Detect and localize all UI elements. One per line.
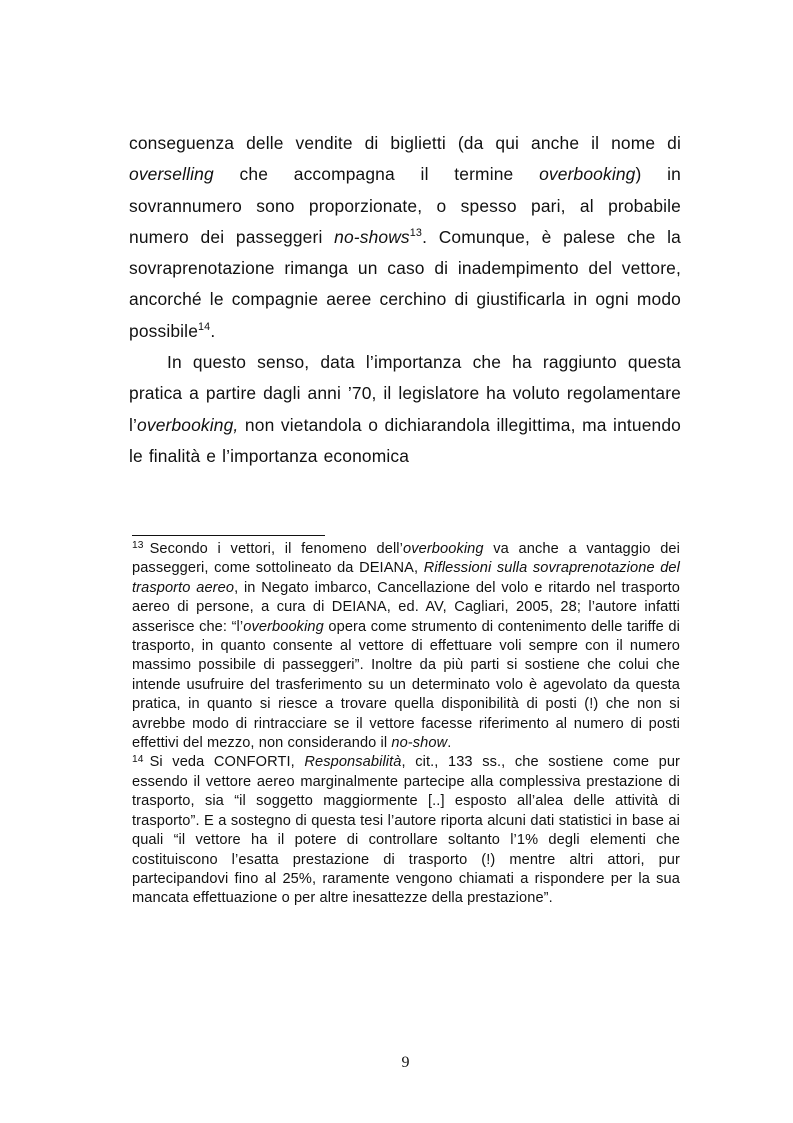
- footnote-number-14: 14: [132, 753, 144, 765]
- footnotes: [132, 540, 680, 909]
- footnote-ref-13: 13: [409, 227, 423, 240]
- term-no-shows: no-shows: [334, 226, 410, 247]
- footnote-number-13: 13: [132, 540, 144, 552]
- cited-title: Responsabilità: [304, 754, 402, 771]
- footnote-separator: [132, 535, 325, 536]
- main-text: [129, 128, 681, 472]
- cited-title: Riflessioni sulla sovraprenotazione del trasporto aereo: [132, 560, 680, 596]
- footnote-ref-14: 14: [198, 320, 211, 333]
- term-overselling: overselling: [129, 164, 214, 185]
- paragraph-1: conseguenza delle vendite di biglietti (da qui anche il nome di overselling che accompagna il termine overbooking) in sovrannumero sono proporzionate, o spesso pari, al probabile numero dei passeggeri no-shows$^{13}$. Comunque, è palese che la sovraprenotazione rimanga un caso di inadempimento del vettore, ancorché le compagnie aeree cerchino di giustificarla in ogni modo possibile$^{14}$.: [129, 133, 681, 341]
- footnote-14: $^{14}$ Si veda CONFORTI, Responsabilità, cit., 133 ss., che sostiene come pur essendo il vettore aereo marginalmente partecipe alla complessiva prestazione di trasporto, sia “il soggetto maggiormente [..] esposto all’alea delle attività di trasporto”. E a sostegno di questa tesi l’autore riporta alcuni dati statistici in base ai quali “il vettore ha il potere di controllare soltanto l’1% degli elementi che costituiscono l’esatta prestazione di trasporto (!) mentre altri attori, pur partecipandovi fino al 25%, raramente vengono chiamati a rispondere per la sua mancata effettuazione o per altre inesattezze della prestazione”.: [132, 753, 680, 907]
- term-overbooking-2: overbooking,: [137, 414, 239, 435]
- footnote-13: $^{13}$ Secondo i vettori, il fenomeno dell’overbooking va anche a vantaggio dei passeggeri, come sottolineato da DEIANA, Riflessioni sulla sovraprenotazione del trasporto aereo, in Negato imbarco, Cancellazione del volo e ritardo nel trasporto aereo di persone, a cura di DEIANA, ed. AV, Cagliari, 2005, 28; l’autore infatti asserisce che: “l’overbooking opera come strumento di contenimento delle tariffe di trasporto, in quanto consente al vettore di effettuare voli sempre con il numero massimo possibile di passeggeri”. Inoltre da più parti si sostiene che colui che intende usufruire del trasferimento su un determinato volo è agevolato da questa pratica, in quanto si riesce a trovare quella disponibilità di posti (!) che non si avrebbe modo di rintracciare se il vettore facesse riferimento al numero di posti effettivi del mezzo, non considerando il no-show.: [132, 540, 680, 752]
- page-number: 9: [401, 1054, 410, 1071]
- paragraph-2: In questo senso, data l’importanza che ha raggiunto questa pratica a partire dagli anni ’70, il legislatore ha voluto regolamentare l’overbooking, non vietandola o dichiarandola illegittima, ma intuendo le finalità e l’importanza economica: [129, 352, 681, 466]
- term-overbooking: overbooking: [539, 164, 636, 185]
